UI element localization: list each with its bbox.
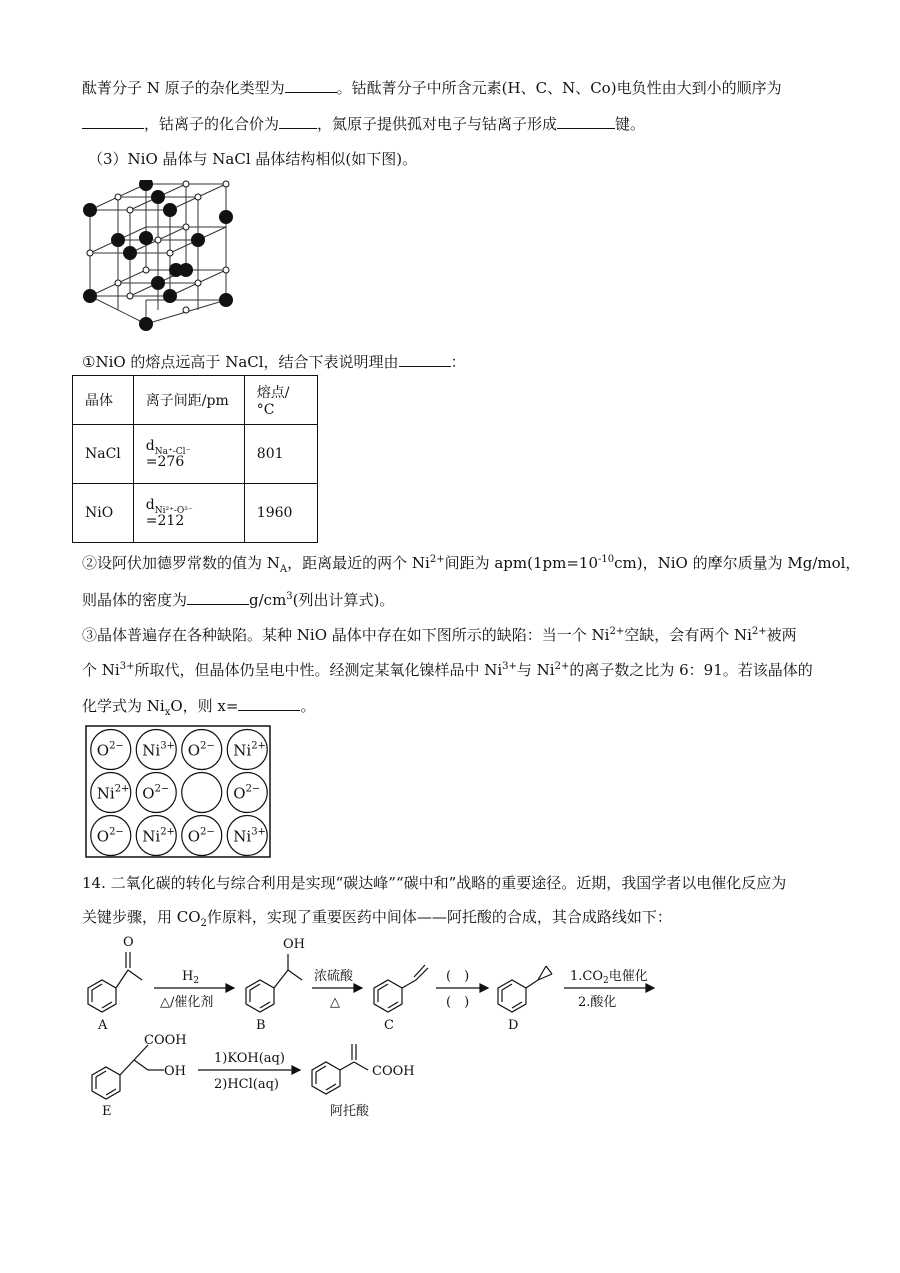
reagent-4-bottom: 2.酸化 <box>578 995 617 1010</box>
arrow-4-head <box>646 984 654 992</box>
table-header-cell: 晶体 <box>73 376 134 425</box>
compound-b-label: B <box>256 1018 266 1033</box>
table-cell-distance: $d_{Ni^{2+}-O^{2-}} =212$ <box>133 484 244 543</box>
cooh-label-e: COOH <box>144 1033 187 1048</box>
table-cell-melting-point: 801 <box>244 425 317 484</box>
ion-label: $Ni^{2+}$ <box>142 826 175 846</box>
question-3-3-line-3: 化学式为 $Ni_xO$，则 x= 。 <box>82 694 315 717</box>
table-row <box>73 425 318 484</box>
cooh-label-product: COOH <box>372 1064 415 1079</box>
reagent-1-top: $H_2$ <box>182 969 200 986</box>
compound-a-structure <box>88 952 142 1012</box>
reagent-2-bottom: △ <box>330 995 340 1010</box>
question-3-3-line-1: ③晶体普遍存在各种缺陷。某种 NiO 晶体中存在如下图所示的缺陷：当一个 $Ni^{2+}$空缺，会有两个 $Ni^{2+}$被两 <box>82 626 797 644</box>
compound-d-structure <box>498 966 552 1012</box>
answer-blank[interactable] <box>557 112 615 129</box>
ion-label: $O^{2-}$ <box>233 783 261 803</box>
oh-label-e: OH <box>164 1064 186 1079</box>
ion-label: $Ni^{2+}$ <box>96 783 130 803</box>
arrow-3-head <box>480 984 488 992</box>
ion-label: $Ni^{3+}$ <box>233 826 266 846</box>
ion-site <box>182 773 222 813</box>
defect-grid-diagram <box>85 725 271 858</box>
ion-label: $O^{2-}$ <box>187 740 215 760</box>
carbonyl-o-label: O <box>123 935 134 950</box>
product-label: 阿托酸 <box>330 1104 370 1119</box>
reagent-1-bottom: △/催化剂 <box>160 995 214 1010</box>
question-3-2-line-2: 则晶体的密度为 $g/cm^3$(列出计算式)。 <box>82 588 394 611</box>
arrow-1-head <box>226 984 234 992</box>
question-3-2-line-1: ②设阿伏加德罗常数的值为 $N_A$，距离最近的两个 $Ni^{2+}$间距为 $apm(1pm=10^{-10}cm)$，NiO 的摩尔质量为 Mg/mol， <box>82 554 861 575</box>
answer-blank[interactable] <box>238 694 300 711</box>
compound-e-label: E <box>102 1104 112 1119</box>
reagent-2-top: 浓硫酸 <box>314 969 354 984</box>
ion-label: $Ni^{3+}$ <box>142 740 175 760</box>
answer-blank[interactable] <box>279 112 317 129</box>
table-cell-crystal: NaCl <box>73 425 134 484</box>
question-3-heading: （3）NiO 晶体与 NaCl 晶体结构相似(如下图)。 <box>88 150 418 168</box>
question-3-3-line-2: 个 $Ni^{3+}$所取代，但晶体仍呈电中性。经测定某氧化镍样品中 $Ni^{3+}$与 $Ni^{2+}$的离子数之比为 6：91。若该晶体的 <box>82 661 813 679</box>
answer-blank[interactable] <box>82 112 144 129</box>
crystal-structure-diagram <box>78 180 248 335</box>
reagent-5-bottom: 2)HCl(aq) <box>214 1077 279 1092</box>
answer-blank[interactable] <box>187 588 249 605</box>
compound-d-label: D <box>508 1018 519 1033</box>
compound-b-structure <box>246 954 302 1012</box>
ion-label: $O^{2-}$ <box>142 783 170 803</box>
properties-table <box>72 375 318 543</box>
question-line-2: ，钴离子的化合价为 ，氮原子提供孤对电子与钴离子形成 键。 <box>82 112 645 135</box>
reagent-4-top: $1.CO_2$电催化 <box>570 969 648 986</box>
question-14-line-1: 14. 二氧化碳的转化与综合利用是实现“碳达峰”“碳中和”战略的重要途径。近期，我国学者以电催化反应为 <box>82 874 787 892</box>
defect-grid-cells <box>91 730 268 856</box>
synthesis-scheme <box>78 930 678 1125</box>
compound-e-structure <box>92 1045 164 1099</box>
arrow-2-head <box>354 984 362 992</box>
answer-blank[interactable] <box>399 350 451 367</box>
compound-c-structure <box>374 965 428 1012</box>
ion-label: $Ni^{2+}$ <box>233 740 266 760</box>
question-3-1: ①NiO 的熔点远高于 NaCl，结合下表说明理由 ： <box>82 350 466 373</box>
table-cell-crystal: NiO <box>73 484 134 543</box>
reagent-3-bottom: ( ) <box>446 995 470 1010</box>
scheme-labels <box>97 935 648 1119</box>
answer-blank[interactable] <box>285 76 337 93</box>
table-header-cell: 熔点/°C <box>244 376 317 425</box>
table-row <box>73 484 318 543</box>
table-header-cell: 离子间距/pm <box>133 376 244 425</box>
reagent-5-top: 1)KOH(aq) <box>214 1051 285 1066</box>
ion-label: $O^{2-}$ <box>187 826 215 846</box>
table-cell-distance: $d_{Na^+-Cl^-} =276$ <box>133 425 244 484</box>
table-cell-melting-point: 1960 <box>244 484 317 543</box>
compound-c-label: C <box>384 1018 394 1033</box>
hydroxyl-label: OH <box>283 937 305 952</box>
product-structure <box>312 1044 368 1094</box>
question-line-1: 酞菁分子 N 原子的杂化类型为 。钴酞菁分子中所含元素(H、C、N、Co)电负性由大到小的顺序为 <box>82 76 782 99</box>
ion-label: $O^{2-}$ <box>96 826 124 846</box>
table-header-row <box>73 376 318 425</box>
question-14-line-2: 关键步骤，用 $CO_2$作原料，实现了重要医药中间体——阿托酸的合成，其合成路线如下： <box>82 908 672 929</box>
lattice-lines <box>90 184 226 324</box>
compound-a-label: A <box>98 1018 108 1033</box>
arrow-5-head <box>292 1066 300 1074</box>
ion-label: $O^{2-}$ <box>96 740 124 760</box>
reagent-3-top: ( ) <box>446 969 470 984</box>
